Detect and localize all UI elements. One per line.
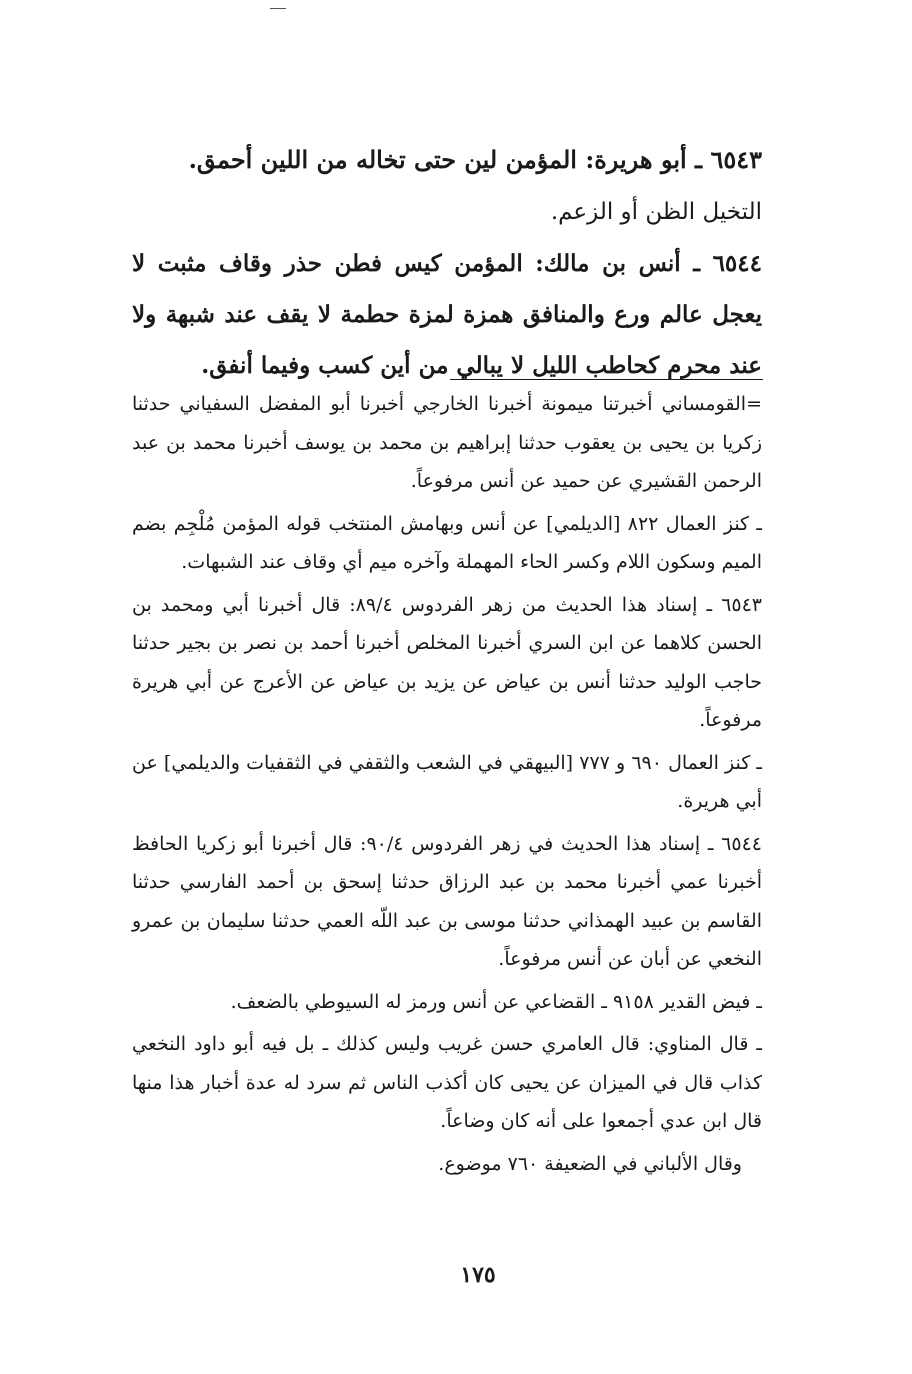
footnote-munawi: ـ قال المناوي: قال العامري حسن غريب وليس كذلك ـ بل فيه أبو داود النخعي كذاب قال في الميزان عن يحيى كان أكذب الناس ثم سرد له عدة أخبار هذا منها قال ابن عدي أجمعوا على أنه كان وضاعاً. (132, 1033, 762, 1132)
hadith-6543: ٦٥٤٣ ـ أبو هريرة: المؤمن لين حتى تخاله من اللين أحمق. (188, 145, 762, 174)
hadith-6543-gloss: التخيل الظن أو الزعم. (550, 199, 762, 225)
footnotes (132, 385, 762, 1187)
footnote-kanz-690: ـ كنز العمال ٦٩٠ و ٧٧٧ [البيهقي في الشعب والثقفي في الثقفيات والديلمي] عن أبي هريرة. (132, 751, 762, 812)
hadith-entries (132, 134, 762, 391)
footnote-6543-isnad: ٦٥٤٣ ـ إسناد هذا الحديث من زهر الفردوس ٨٩/٤: قال أخبرنا أبي ومحمد بن الحسن كلاهما عن ابن السري أخبرنا المخلص أخبرنا أحمد بن نصر بن بجير حدثنا حاجب الوليد حدثنا أنس بن عياض عن يزيد بن عياض عن الأعرج عن أبي هريرة مرفوعاً. (132, 593, 762, 731)
footnote-albani: وقال الألباني في الضعيفة ٧٦٠ موضوع. (438, 1152, 742, 1175)
footnote-divider (450, 379, 763, 380)
page-number: ١٧٥ (460, 1262, 496, 1288)
hadith-6544: ٦٥٤٤ ـ أنس بن مالك: المؤمن كيس فطن حذر وقاف مثبت لا يعجل عالم ورع والمنافق همزة لمزة حطمة لا يقف عند شبهة ولا عند محرم كحاطب الليل لا يبالي من أين كسب وفيما أنفق. (132, 250, 762, 379)
footnote-fayd-9158: ـ فيض القدير ٩١٥٨ ـ القضاعي عن أنس ورمز له السيوطي بالضعف. (230, 990, 762, 1013)
scan-mark (270, 8, 286, 9)
footnote-kanz-822: ـ كنز العمال ٨٢٢ [الديلمي] عن أنس وبهامش المنتخب قوله المؤمن مُلْجِم بضم الميم وسكون اللام وكسر الحاء المهملة وآخره ميم أي وقاف عند الشبهات. (132, 512, 762, 573)
footnote-continuation: =القومساني أخبرتنا ميمونة أخبرنا الخارجي أخبرنا أبو المفضل السفياني حدثنا زكريا بن يحيى بن يعقوب حدثنا إبراهيم بن محمد بن يوسف أخبرنا محمد بن عبد الرحمن القشيري عن حميد عن أنس مرفوعاً. (132, 393, 762, 492)
footnote-6544-isnad: ٦٥٤٤ ـ إسناد هذا الحديث في زهر الفردوس ٩٠/٤: قال أخبرنا أبو زكريا الحافظ أخبرنا عمي أخبرنا محمد بن عبد الرزاق حدثنا إسحق بن أحمد الفارسي حدثنا القاسم بن عبيد الهمذاني حدثنا موسى بن عبد اللّه العمي حدثنا سليمان بن عمرو النخعي عن أبان عن أنس مرفوعاً. (132, 832, 762, 970)
